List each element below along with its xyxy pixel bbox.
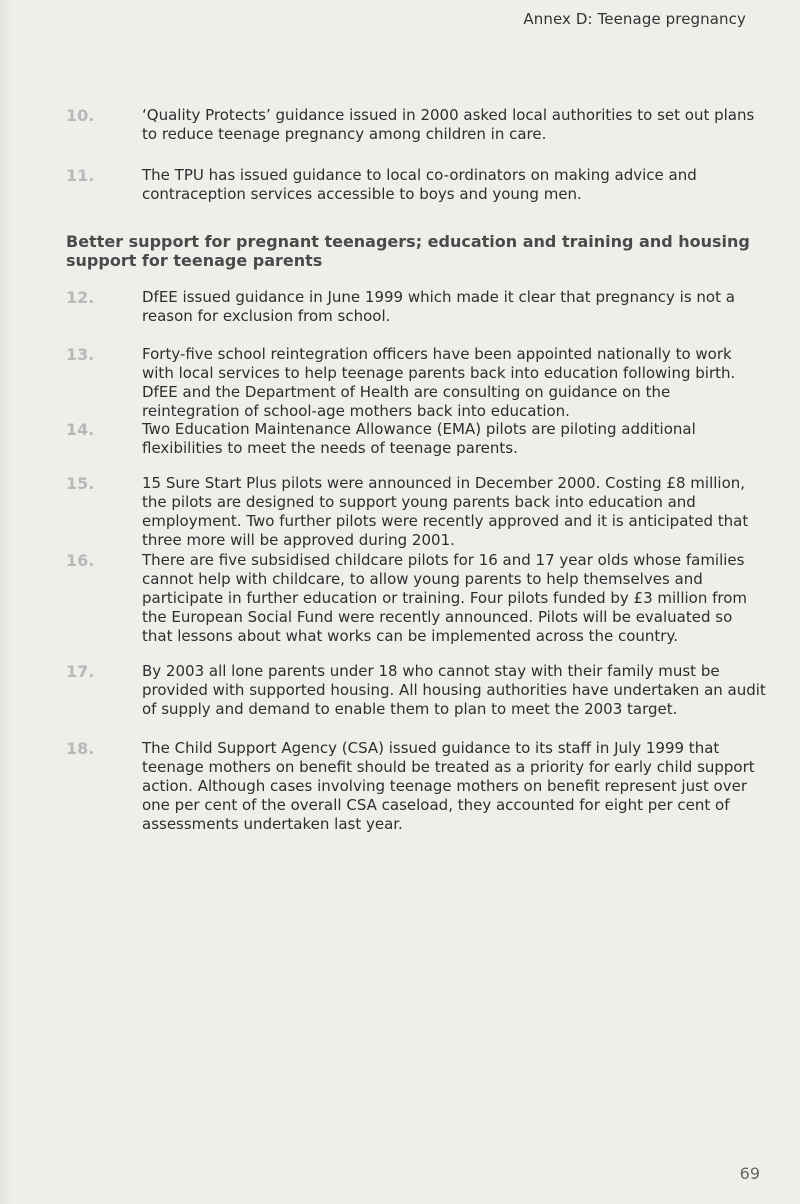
paragraph-number: 14. xyxy=(66,420,95,439)
page-number: 69 xyxy=(739,1164,760,1183)
paragraph-text: Two Education Maintenance Allowance (EMA) pilots are piloting additional flexibilities to meet the needs of teenage parents. xyxy=(142,420,696,457)
paragraph-text: Forty-five school reintegration officers have been appointed nationally to work with local services to help teenage parents back into education following birth. DfEE and the Department of Health are consulting on guidance on the reintegration of school-age mothers back into education. xyxy=(142,345,736,420)
paragraph-number: 13. xyxy=(66,345,95,364)
paragraph-number: 17. xyxy=(66,662,95,681)
paragraph-text: By 2003 all lone parents under 18 who cannot stay with their family must be provided with supported housing. All housing authorities have undertaken an audit of supply and demand to enable them to plan to meet the 2003 target. xyxy=(142,662,766,718)
paragraph-text: DfEE issued guidance in June 1999 which made it clear that pregnancy is not a reason for exclusion from school. xyxy=(142,288,735,325)
paragraph-number: 15. xyxy=(66,474,95,493)
paragraph-text: The TPU has issued guidance to local co-ordinators on making advice and contraception services accessible to boys and young men. xyxy=(142,166,697,203)
paragraph-number: 11. xyxy=(66,166,95,185)
paragraph-number: 18. xyxy=(66,739,95,758)
paragraph-text: 15 Sure Start Plus pilots were announced in December 2000. Costing £8 million, the pilots are designed to support young parents back into education and employment. Two further pilots were recently approved and it is anticipated that three more will be approved during 2001. xyxy=(142,474,749,549)
section-heading: Better support for pregnant teenagers; education and training and housing support for teenage parents xyxy=(66,232,750,270)
paragraph-number: 10. xyxy=(66,106,95,125)
paragraph-number: 12. xyxy=(66,288,95,307)
paragraph-text: There are five subsidised childcare pilots for 16 and 17 year olds whose families cannot help with childcare, to allow young parents to help themselves and participate in further education or training. Four pilots funded by £3 million from the European Social Fund were recently announced. Pilots will be evaluated so that lessons about what works can be implemented across the country. xyxy=(142,551,748,645)
paragraph-number: 16. xyxy=(66,551,95,570)
paragraph-text: ‘Quality Protects’ guidance issued in 2000 asked local authorities to set out plans to reduce teenage pregnancy among children in care. xyxy=(142,106,755,143)
paragraph-text: The Child Support Agency (CSA) issued guidance to its staff in July 1999 that teenage mothers on benefit should be treated as a priority for early child support action. Although cases involving teenage mothers on benefit represent just over one per cent of the overall CSA caseload, they accounted for eight per cent of assessments undertaken last year. xyxy=(142,739,755,833)
running-header: Annex D: Teenage pregnancy xyxy=(523,10,746,28)
